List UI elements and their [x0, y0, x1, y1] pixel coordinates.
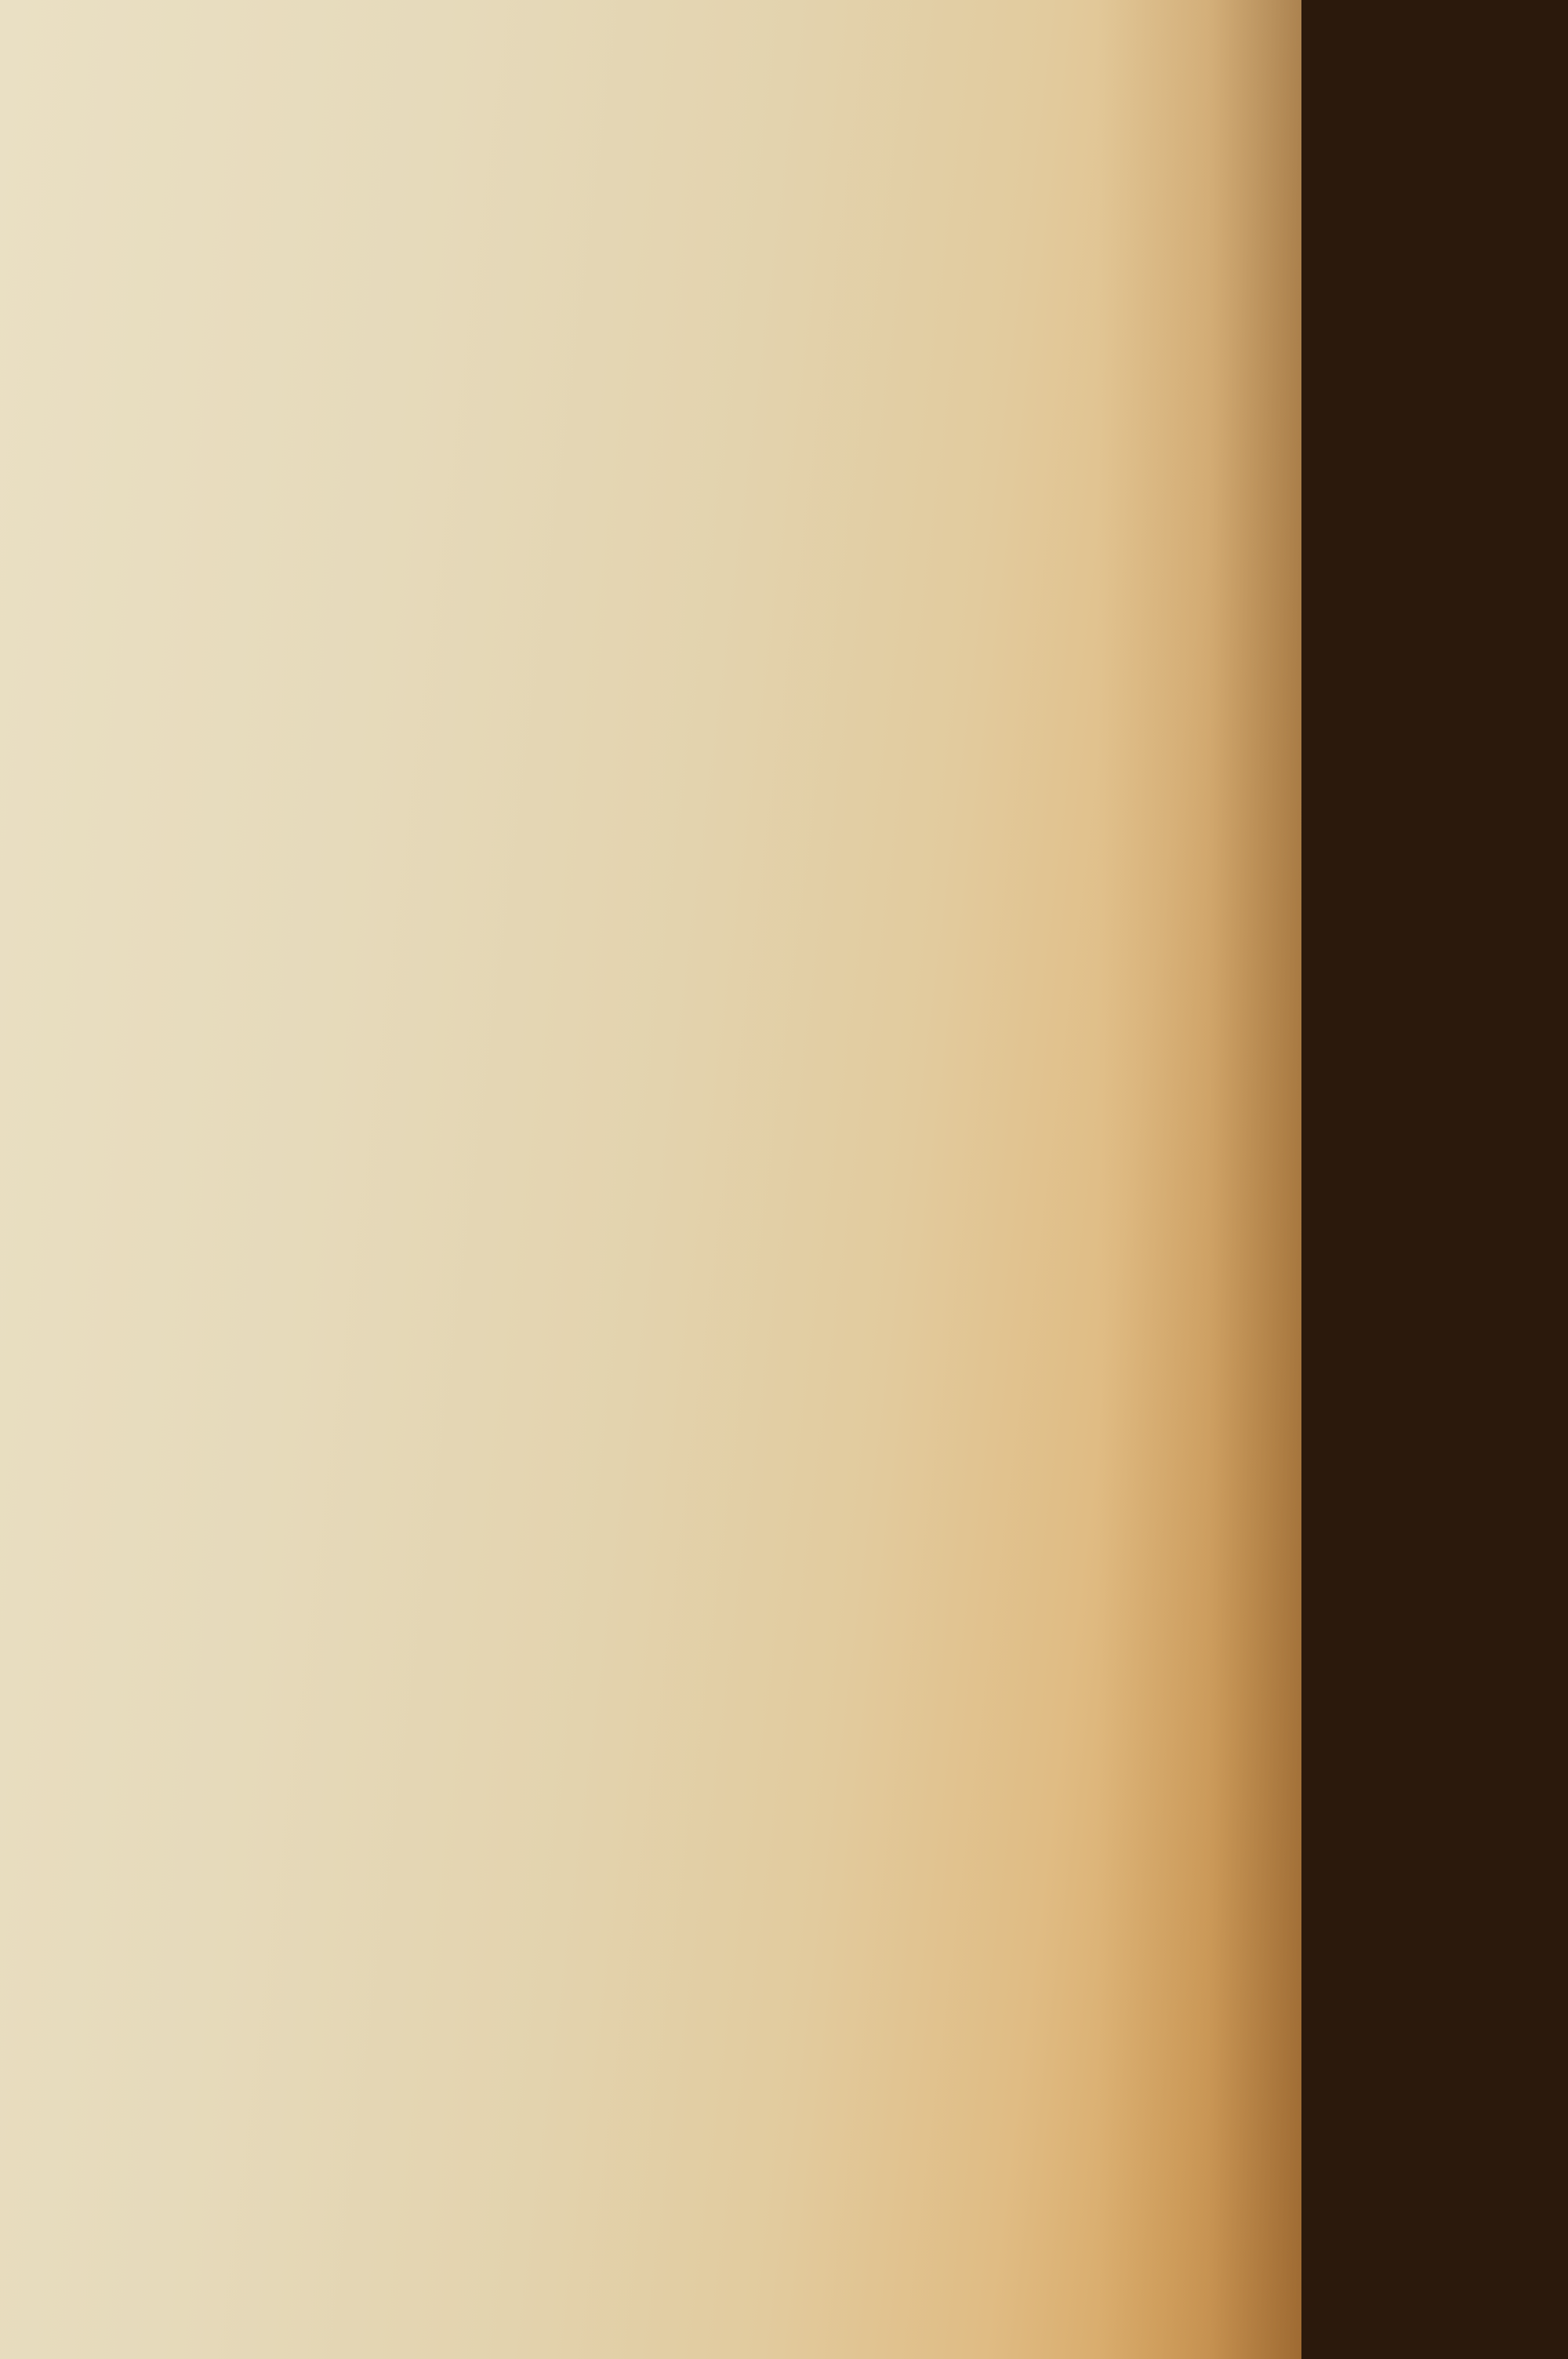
next-page-edge — [1264, 0, 1568, 2359]
